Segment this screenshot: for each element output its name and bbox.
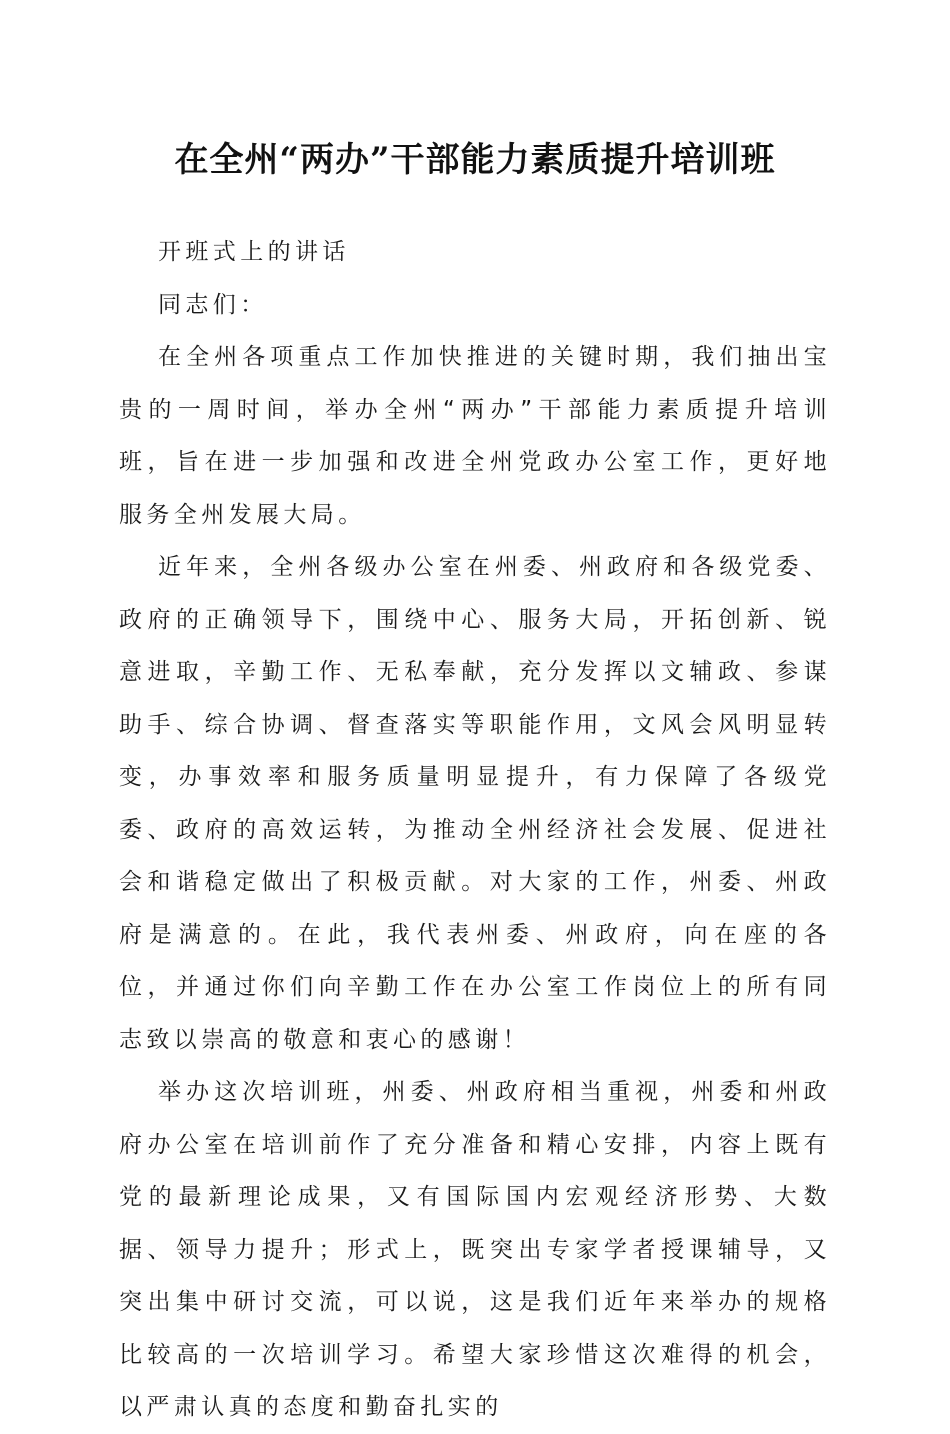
document-body — [119, 226, 831, 1434]
paragraph: 举办这次培训班，州委、州政府相当重视，州委和州政府办公室在培训前作了充分准备和精心安排，内容上既有党的最新理论成果，又有国际国内宏观经济形势、大数据、领导力提升；形式上，既突出专家学者授课辅导，又突出集中研讨交流，可以说，这是我们近年来举办的规格比较高的一次培训学习。希望大家珍惜这次难得的机会，以严肃认真的态度和勤奋扎实的 — [119, 1079, 831, 1420]
document-title: 在全州“两办”干部能力素质提升培训班 — [174, 140, 776, 180]
paragraph: 在全州各项重点工作加快推进的关键时期，我们抽出宝贵的一周时间，举办全州“两办”干部能力素质提升培训班，旨在进一步加强和改进全州党政办公室工作，更好地服务全州发展大局。 — [119, 344, 831, 528]
salutation: 同志们： — [158, 291, 268, 318]
paragraph: 近年来，全州各级办公室在州委、州政府和各级党委、政府的正确领导下，围绕中心、服务大局，开拓创新、锐意进取，辛勤工作、无私奉献，充分发挥以文辅政、参谋助手、综合协调、督查落实等职能作用，文风会风明显转变，办事效率和服务质量明显提升，有力保障了各级党委、政府的高效运转，为推动全州经济社会发展、促进社会和谐稳定做出了积极贡献。对大家的工作，州委、州政府是满意的。在此，我代表州委、州政府，向在座的各位，并通过你们向辛勤工作在办公室工作岗位上的所有同志致以崇高的敬意和衷心的感谢！ — [119, 554, 831, 1053]
speech-subtitle: 开班式上的讲话 — [158, 239, 350, 265]
